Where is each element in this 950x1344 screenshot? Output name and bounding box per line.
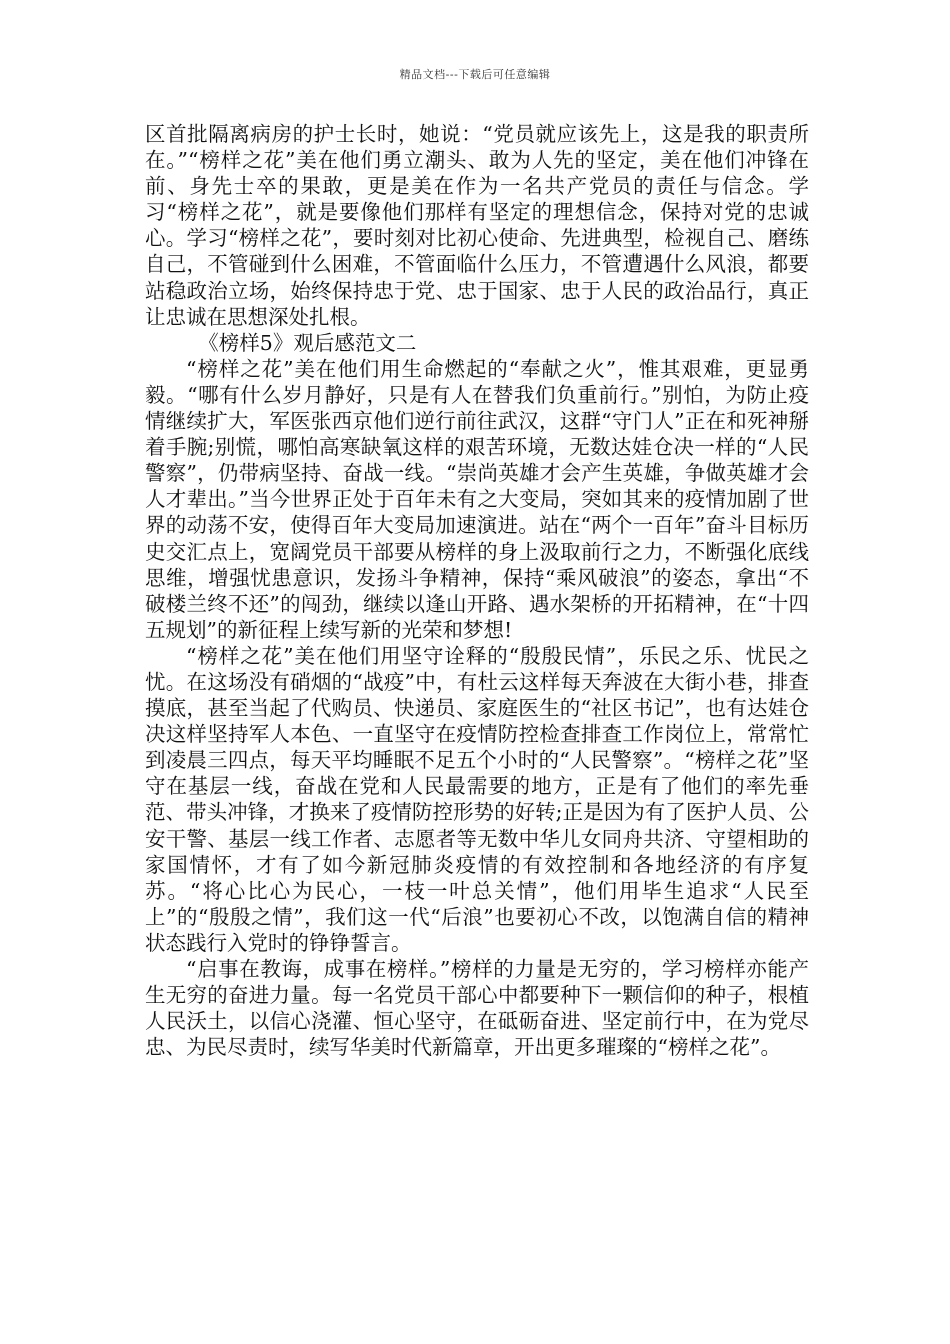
paragraph: “启事在教诲，成事在榜样。”榜样的力量是无穷的，学习榜样亦能产生无穷的奋进力量。每一名党员干部心中都要种下一颗信仰的种子，根植人民沃土，以信心浇灌、恒心坚守，在砥砺奋进、坚定前行中，在为党尽忠、为民尽责时，续写华美时代新篇章，开出更多璀璨的“榜样之花”。 (145, 957, 809, 1060)
paragraph: “榜样之花”美在他们用生命燃起的“奉献之火”，惟其艰难，更显勇毅。“哪有什么岁月静好，只是有人在替我们负重前行。”别怕，为防止疫情继续扩大，军医张西京他们逆行前往武汉，这群“守门人”正在和死神掰着手腕;别慌，哪怕高寒缺氧这样的艰苦环境，无数达娃仓决一样的“人民警察”，仍带病坚持、奋战一线。“崇尚英雄才会产生英雄，争做英雄才会人才辈出。”当今世界正处于百年未有之大变局，突如其来的疫情加剧了世界的动荡不安，使得百年大变局加速演进。站在“两个一百年”奋斗目标历史交汇点上，宽阔党员干部要从榜样的身上汲取前行之力，不断强化底线思维，增强忧患意识，发扬斗争精神，保持“乘风破浪”的姿态，拿出“不破楼兰终不还”的闯劲，继续以逢山开路、遇水架桥的开拓精神，在“十四五规划”的新征程上续写新的光荣和梦想! (145, 356, 809, 642)
page-header: 精品文档---下载后可任意编辑 (399, 68, 551, 81)
document-body (145, 121, 809, 1060)
section-subtitle: 《榜样5》观后感范文二 (198, 330, 417, 355)
paragraph: “榜样之花”美在他们用坚守诠释的“殷殷民情”，乐民之乐、忧民之忧。在这场没有硝烟的“战疫”中，有杜云这样每天奔波在大街小巷，排查摸底，甚至当起了代购员、快递员、家庭医生的“社区书记”，也有达娃仓决这样坚持军人本色、一直坚守在疫情防控检查排查工作岗位上，常常忙到凌晨三四点，每天平均睡眠不足五个小时的“人民警察”。“榜样之花”坚守在基层一线，奋战在党和人民最需要的地方，正是有了他们的率先垂范、带头冲锋，才换来了疫情防控形势的好转;正是因为有了医护人员、公安干警、基层一线工作者、志愿者等无数中华儿女同舟共济、守望相助的家国情怀，才有了如今新冠肺炎疫情的有效控制和各地经济的有序复苏。“将心比心为民心，一枝一叶总关情”，他们用毕生追求“人民至上”的“殷殷之情”，我们这一代“后浪”也要初心不改，以饱满自信的精神状态践行入党时的铮铮誓言。 (145, 643, 809, 955)
paragraph-continued: 区首批隔离病房的护士长时，她说：“党员就应该先上，这是我的职责所在。”“榜样之花”美在他们勇立潮头、敢为人先的坚定，美在他们冲锋在前、身先士卒的果敢，更是美在作为一名共产党员的责任与信念。学习“榜样之花”，就是要像他们那样有坚定的理想信念，保持对党的忠诚心。学习“榜样之花”，要时刻对比初心使命、先进典型，检视自己、磨练自己，不管碰到什么困难，不管面临什么压力，不管遭遇什么风浪，都要站稳政治立场，始终保持忠于党、忠于国家、忠于人民的政治品行，真正让忠诚在思想深处扎根。 (145, 122, 809, 329)
